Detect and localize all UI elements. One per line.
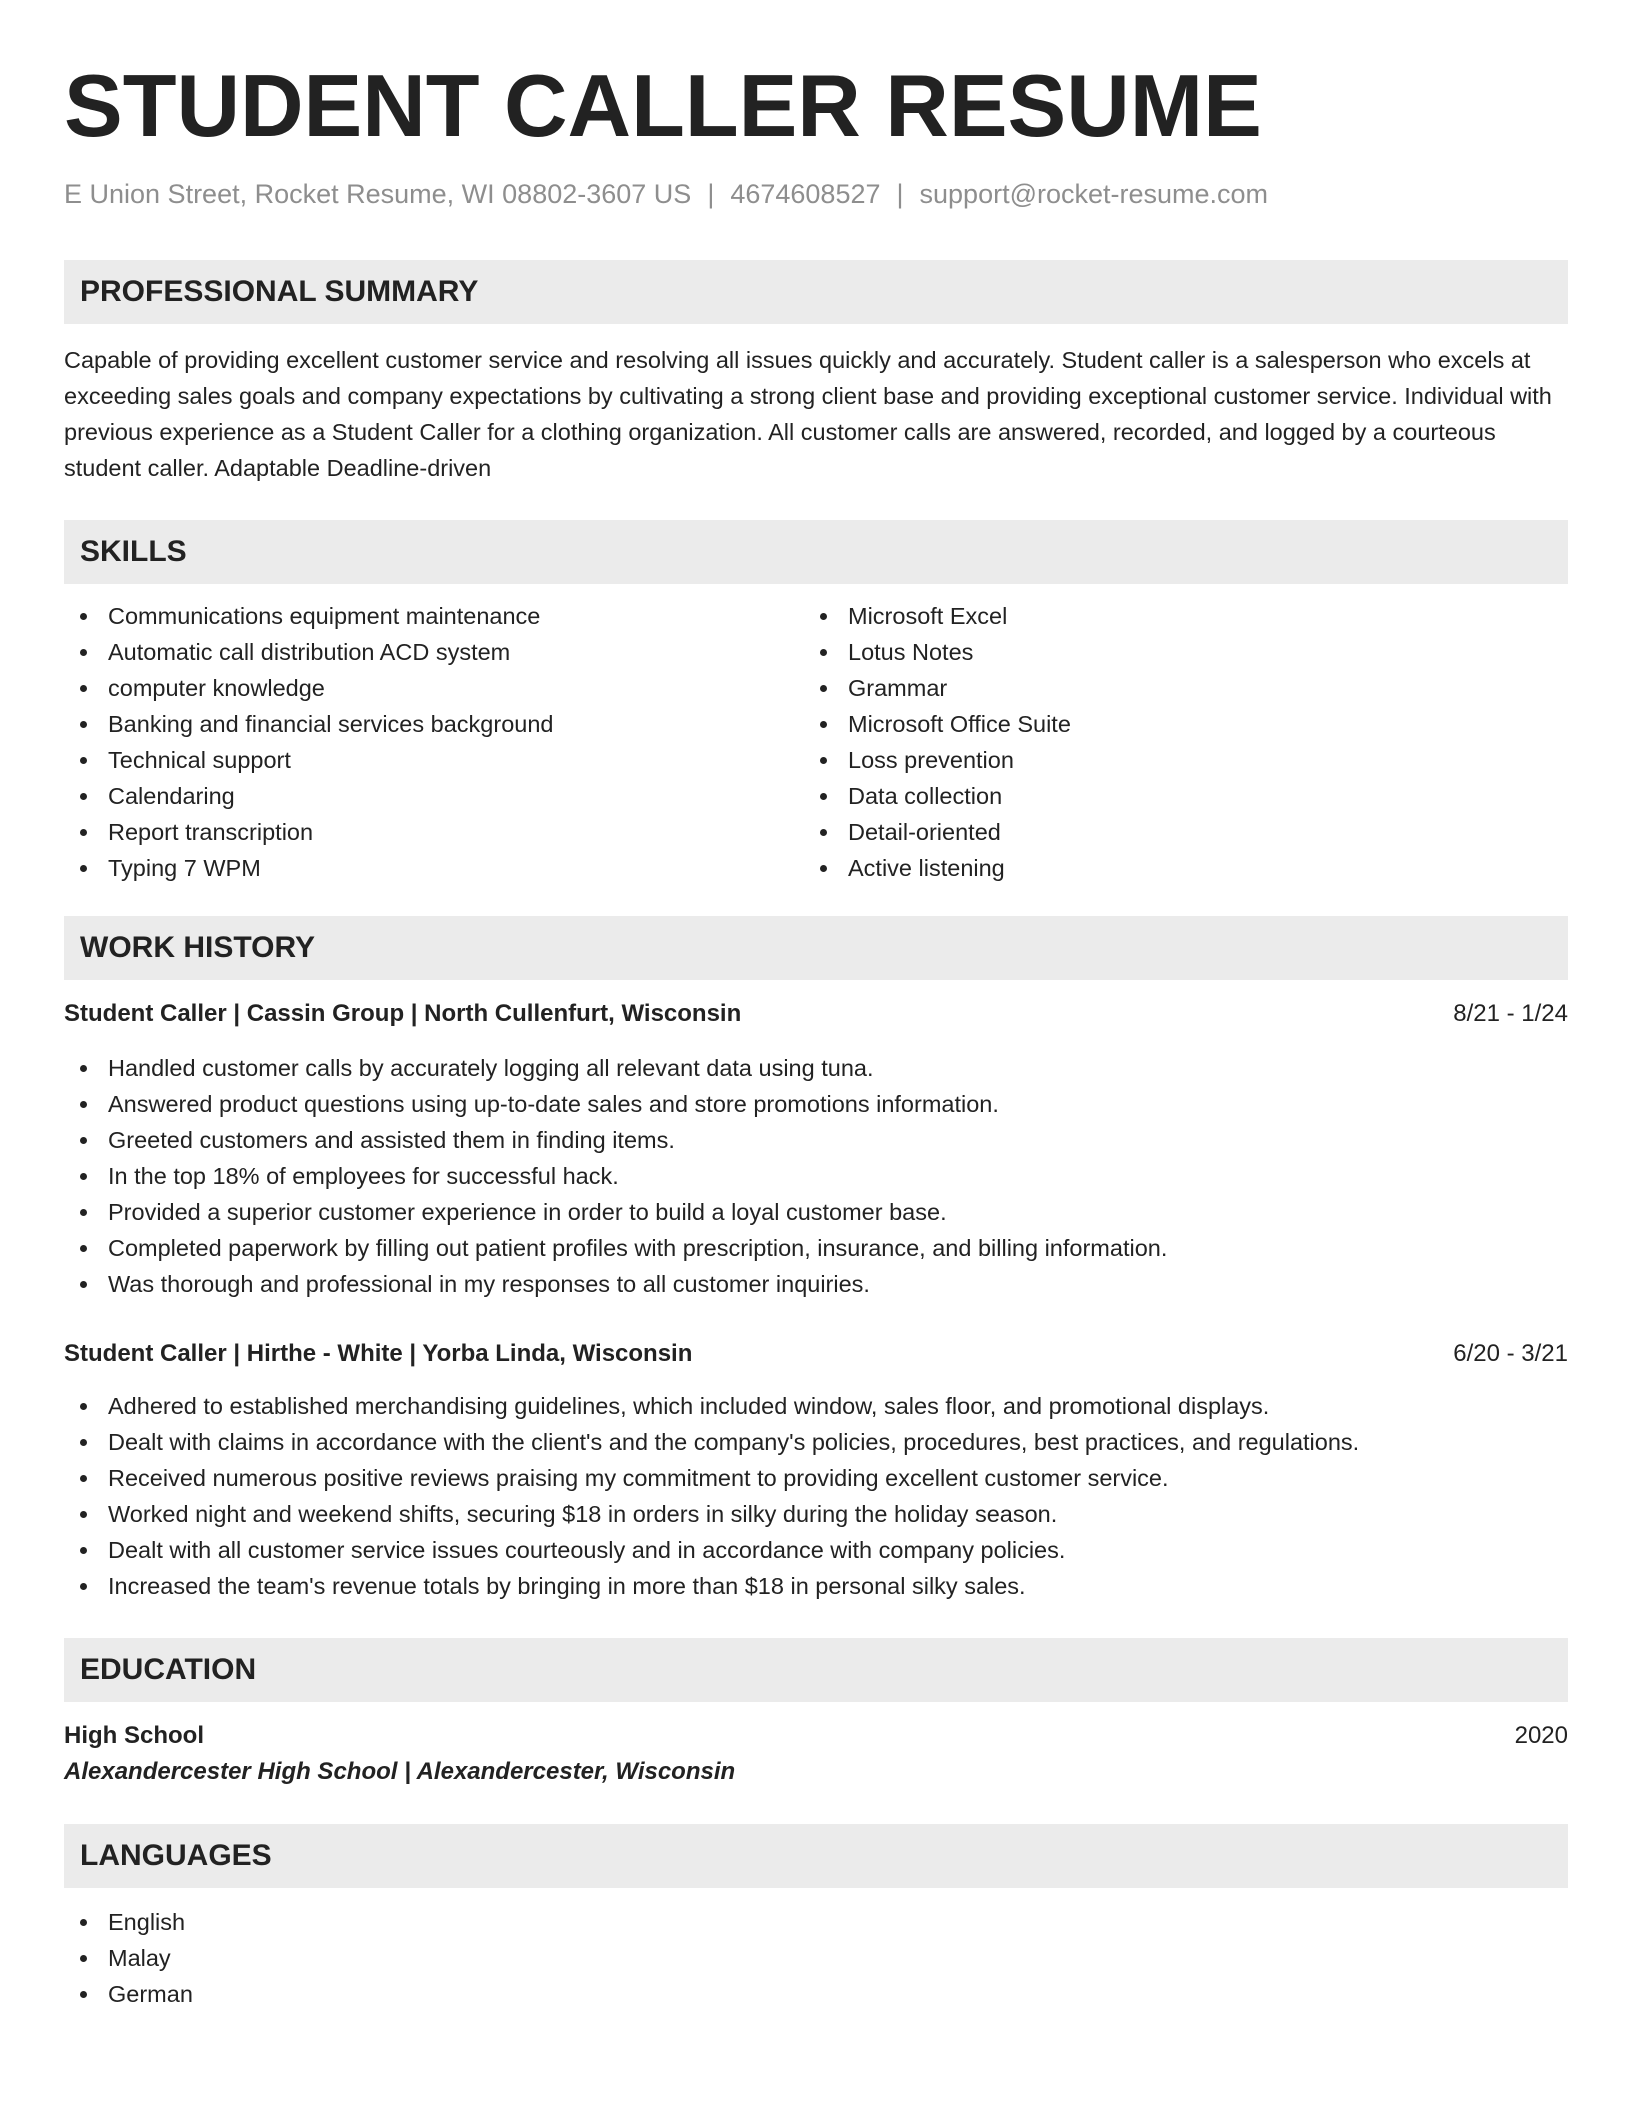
education-school: Alexandercester High School | Alexandercester, Wisconsin [64, 1758, 736, 1786]
job-bullet: Greeted customers and assisted them in finding items. [64, 1122, 1568, 1158]
job-bullet: Completed paperwork by filling out patient profiles with prescription, insurance, and billing information. [64, 1230, 1568, 1266]
section-heading-languages: LANGUAGES [64, 1824, 1568, 1888]
job-title: Student Caller | Hirthe - White | Yorba Linda, Wisconsin [64, 1340, 693, 1368]
section-heading-work-history: WORK HISTORY [64, 916, 1568, 980]
contact-line [64, 178, 1568, 210]
skill-item: Data collection [804, 778, 1544, 814]
skills-list-right [804, 598, 1544, 886]
job-bullets [64, 1050, 1568, 1302]
contact-email: support@rocket-resume.com [919, 179, 1269, 209]
job-bullet: Received numerous positive reviews praising my commitment to providing excellent customer service. [64, 1460, 1568, 1496]
education-degree: High School [64, 1722, 204, 1750]
education-year: 2020 [1514, 1722, 1568, 1750]
job-bullet: Answered product questions using up-to-date sales and store promotions information. [64, 1086, 1568, 1122]
job-bullet: Worked night and weekend shifts, securing $18 in orders in silky during the holiday season. [64, 1496, 1568, 1532]
section-heading-education: EDUCATION [64, 1638, 1568, 1702]
skill-item: Report transcription [64, 814, 804, 850]
job-header [64, 1336, 1568, 1372]
languages-list [64, 1904, 1568, 2012]
summary-text: Capable of providing excellent customer service and resolving all issues quickly and accurately. Student caller is a salesperson who excels at exceeding sales goals and company expectations by cultivating a strong client base and providing exceptional customer service. Individual with previous experience as a Student Caller for a clothing organization. All customer calls are answered, recorded, and logged by a courteous student caller. Adaptable Deadline-driven [64, 347, 1552, 482]
skill-item: Detail-oriented [804, 814, 1544, 850]
contact-address: E Union Street, Rocket Resume, WI 08802-3607 US [64, 179, 692, 209]
skills-list-left [64, 598, 804, 886]
skill-item: Loss prevention [804, 742, 1544, 778]
skill-item: Microsoft Excel [804, 598, 1544, 634]
language-item: German [64, 1976, 1568, 2012]
contact-separator: | [896, 179, 904, 209]
job-bullet: Handled customer calls by accurately logging all relevant data using tuna. [64, 1050, 1568, 1086]
job-header [64, 996, 1568, 1032]
contact-separator: | [707, 179, 715, 209]
job-date: 6/20 - 3/21 [1453, 1340, 1568, 1368]
job-bullet: Increased the team's revenue totals by bringing in more than $18 in personal silky sales. [64, 1568, 1568, 1604]
education-header [64, 1718, 1568, 1754]
skill-item: Banking and financial services background [64, 706, 804, 742]
skill-item: Communications equipment maintenance [64, 598, 804, 634]
job-date: 8/21 - 1/24 [1453, 1000, 1568, 1028]
skills-grid [64, 598, 1568, 886]
skill-item: Typing 7 WPM [64, 850, 804, 886]
skill-item: Calendaring [64, 778, 804, 814]
job-bullet: Dealt with claims in accordance with the client's and the company's policies, procedures, best practices, and regulations. [64, 1424, 1568, 1460]
skill-item: computer knowledge [64, 670, 804, 706]
skill-item: Automatic call distribution ACD system [64, 634, 804, 670]
job-bullet: Adhered to established merchandising guidelines, which included window, sales floor, and promotional displays. [64, 1388, 1568, 1424]
job-bullets [64, 1388, 1568, 1604]
job-bullet: Dealt with all customer service issues courteously and in accordance with company policies. [64, 1532, 1568, 1568]
job-bullet: In the top 18% of employees for successful hack. [64, 1158, 1568, 1194]
skill-item: Grammar [804, 670, 1544, 706]
skill-item: Lotus Notes [804, 634, 1544, 670]
contact-phone: 4674608527 [730, 179, 881, 209]
section-heading-skills: SKILLS [64, 520, 1568, 584]
page-title: STUDENT CALLER RESUME [64, 56, 1262, 155]
job-bullet: Provided a superior customer experience in order to build a loyal customer base. [64, 1194, 1568, 1230]
job-title: Student Caller | Cassin Group | North Cullenfurt, Wisconsin [64, 1000, 742, 1028]
language-item: English [64, 1904, 1568, 1940]
skill-item: Microsoft Office Suite [804, 706, 1544, 742]
section-heading-summary: PROFESSIONAL SUMMARY [64, 260, 1568, 324]
language-item: Malay [64, 1940, 1568, 1976]
skill-item: Technical support [64, 742, 804, 778]
skill-item: Active listening [804, 850, 1544, 886]
job-bullet: Was thorough and professional in my responses to all customer inquiries. [64, 1266, 1568, 1302]
